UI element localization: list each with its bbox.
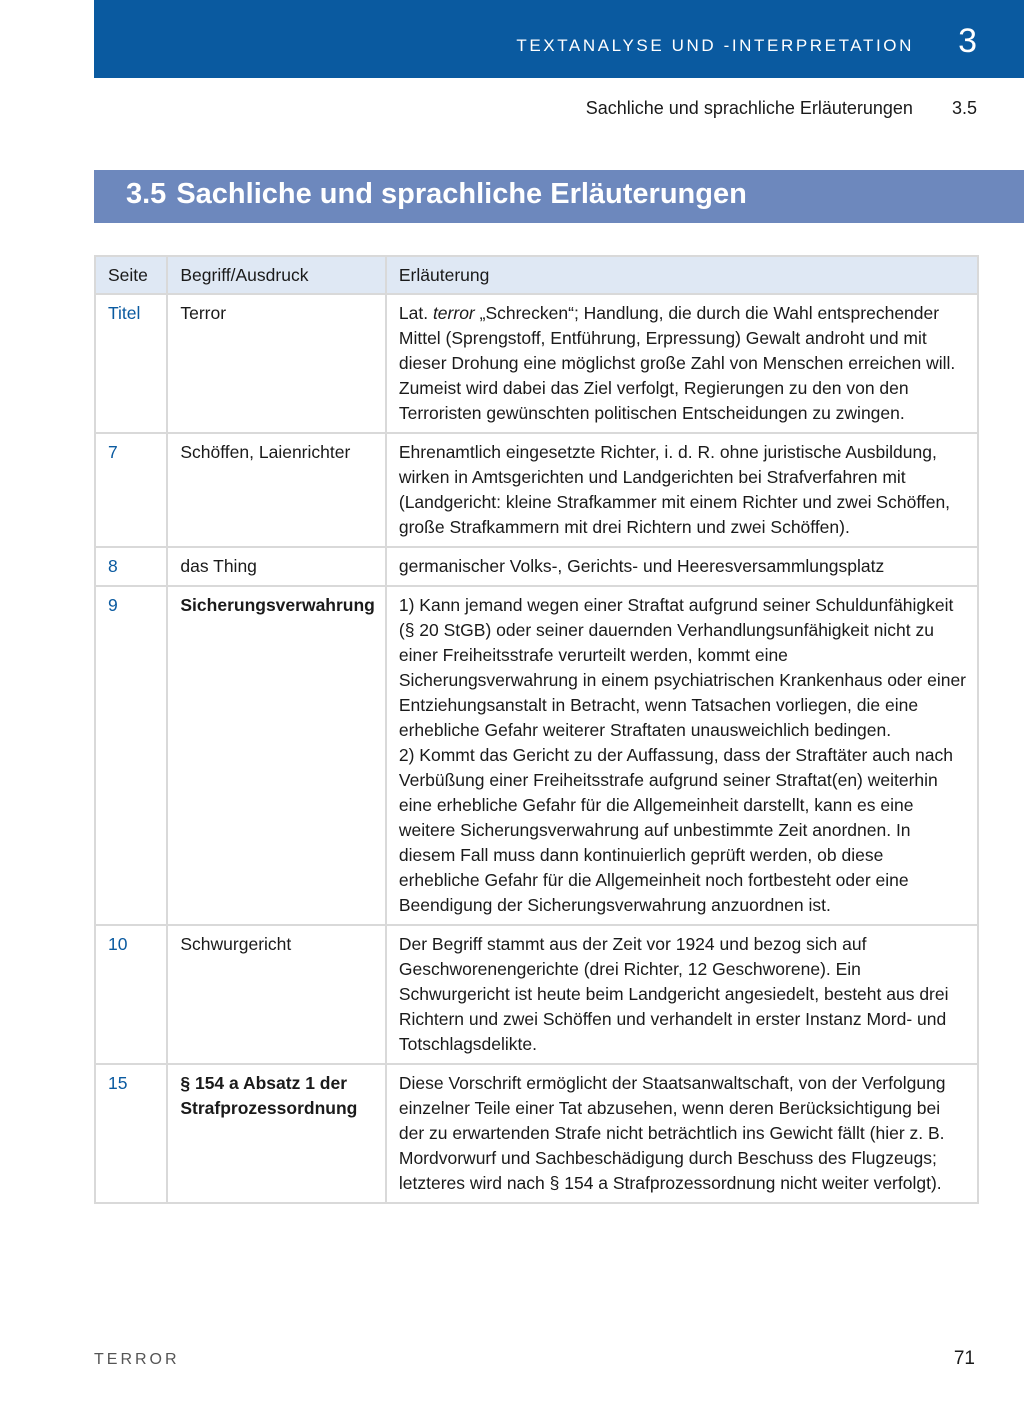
section-band bbox=[94, 170, 1024, 223]
subheader-number: 3.5 bbox=[951, 98, 977, 118]
table-row bbox=[95, 925, 978, 1064]
subheader-title: Sachliche und sprachliche Erläuterungen bbox=[585, 98, 913, 118]
chapter-number: 3 bbox=[958, 22, 977, 60]
row-term: Sicherungsverwahrung bbox=[167, 586, 386, 925]
section-heading bbox=[126, 178, 747, 211]
row-explanation: Der Begriff stammt aus der Zeit vor 1924 und bezog sich auf Geschworenengerichte (drei Richter, 12 Geschworene). Ein Schwurgericht ist heute beim Landgericht angesiedelt, besteht aus drei Richtern und zwei Schöffen und verhandelt in erster Instanz Mord- und Totschlagsdelikte. bbox=[386, 925, 978, 1064]
table-row bbox=[95, 586, 978, 925]
glossary-table bbox=[94, 255, 979, 1204]
row-term: das Thing bbox=[167, 547, 386, 586]
explanation-text: „Schrecken“; Handlung, die durch die Wahl entsprechender Mittel (Sprengstoff, Entführung, Erpressung) Gewalt androht und mit dieser Drohung eine möglichst große Zahl von Menschen erreichen will. Zumeist wird dabei das Ziel verfolgt, Regierungen zu den von den Terroristen gewünschten politischen Entscheidungen zu zwingen. bbox=[398, 303, 956, 423]
row-term: Terror bbox=[167, 294, 386, 433]
section-title: Sachliche und sprachliche Erläuterungen bbox=[176, 178, 747, 210]
table-row bbox=[95, 1064, 978, 1203]
row-term: Schöffen, Laienrichter bbox=[167, 433, 386, 547]
row-explanation bbox=[386, 294, 978, 433]
table-row bbox=[95, 433, 978, 547]
table-header-row bbox=[95, 256, 978, 294]
row-explanation: Diese Vorschrift ermöglicht der Staatsanwaltschaft, von der Verfolgung einzelner Teile einer Tat abzusehen, wenn deren Berücksichtigung bei der zu erwartenden Strafe nicht beträchtlich ins Gewicht fällt (hier z. B. Mordvorwurf und Sachbeschädigung durch Beschuss des Flugzeugs; letzteres wird nach § 154 a Strafprozessordnung nicht weiter verfolgt). bbox=[386, 1064, 978, 1203]
column-header-explanation: Erläuterung bbox=[386, 256, 978, 294]
row-explanation bbox=[386, 586, 978, 925]
explanation-paragraph-1: 1) Kann jemand wegen einer Straftat aufgrund seiner Schuldunfähigkeit (§ 20 StGB) oder seiner dauernden Verhandlungsunfähigkeit nicht zu einer Freiheitsstrafe verurteilt werden, kommt eine Sicherungsverwahrung in einem psychiatrischen Krankenhaus oder einer Entziehungsanstalt in Betracht, wenn Tatsachen vorliegen, die eine erhebliche Gefahr weiterer Straftaten unausweichlich bedingen. bbox=[398, 595, 967, 740]
row-page: 7 bbox=[95, 433, 167, 547]
explanation-paragraph-2: 2) Kommt das Gericht zu der Auffassung, dass der Straftäter auch nach Verbüßung einer Freiheitsstrafe aufgrund seiner Straftat(en) weiterhin eine erhebliche Gefahr für die Allgemeinheit darstellt, kann es eine weitere Sicherungsverwahrung auf unbestimmte Zeit anordnen. In diesem Fall muss dann kontinuierlich geprüft werden, ob diese erhebliche Gefahr für die Allgemeinheit noch fortbesteht oder eine Beendigung der Sicherungsverwahrung anzuordnen ist. bbox=[398, 745, 954, 915]
footer-page-number: 71 bbox=[953, 1348, 975, 1369]
row-page: 8 bbox=[95, 547, 167, 586]
row-page: 9 bbox=[95, 586, 167, 925]
column-header-page: Seite bbox=[95, 256, 167, 294]
chapter-header-bar bbox=[94, 0, 1024, 78]
running-subheader bbox=[586, 98, 977, 119]
explanation-prefix: Lat. bbox=[398, 303, 433, 323]
row-page: 10 bbox=[95, 925, 167, 1064]
table-row bbox=[95, 294, 978, 433]
footer-book-title: TERROR bbox=[94, 1351, 180, 1368]
row-explanation: germanischer Volks-, Gerichts- und Heeresversammlungsplatz bbox=[386, 547, 978, 586]
row-page: Titel bbox=[95, 294, 167, 433]
row-term: Schwurgericht bbox=[167, 925, 386, 1064]
table-row bbox=[95, 547, 978, 586]
row-term: § 154 a Absatz 1 der Strafprozessordnung bbox=[167, 1064, 386, 1203]
column-header-term: Begriff/Ausdruck bbox=[167, 256, 386, 294]
explanation-italic: terror bbox=[432, 303, 475, 323]
row-page: 15 bbox=[95, 1064, 167, 1203]
row-explanation: Ehrenamtlich eingesetzte Richter, i. d. R. ohne juristische Ausbildung, wirken in Amtsgerichten und Landgerichten bei Strafverfahren mit (Landgericht: kleine Strafkammer mit einem Richter und zwei Schöffen, große Strafkammern mit drei Richtern und zwei Schöffen). bbox=[386, 433, 978, 547]
section-number: 3.5 bbox=[126, 178, 167, 210]
chapter-title: TEXTANALYSE UND -INTERPRETATION bbox=[516, 36, 914, 55]
